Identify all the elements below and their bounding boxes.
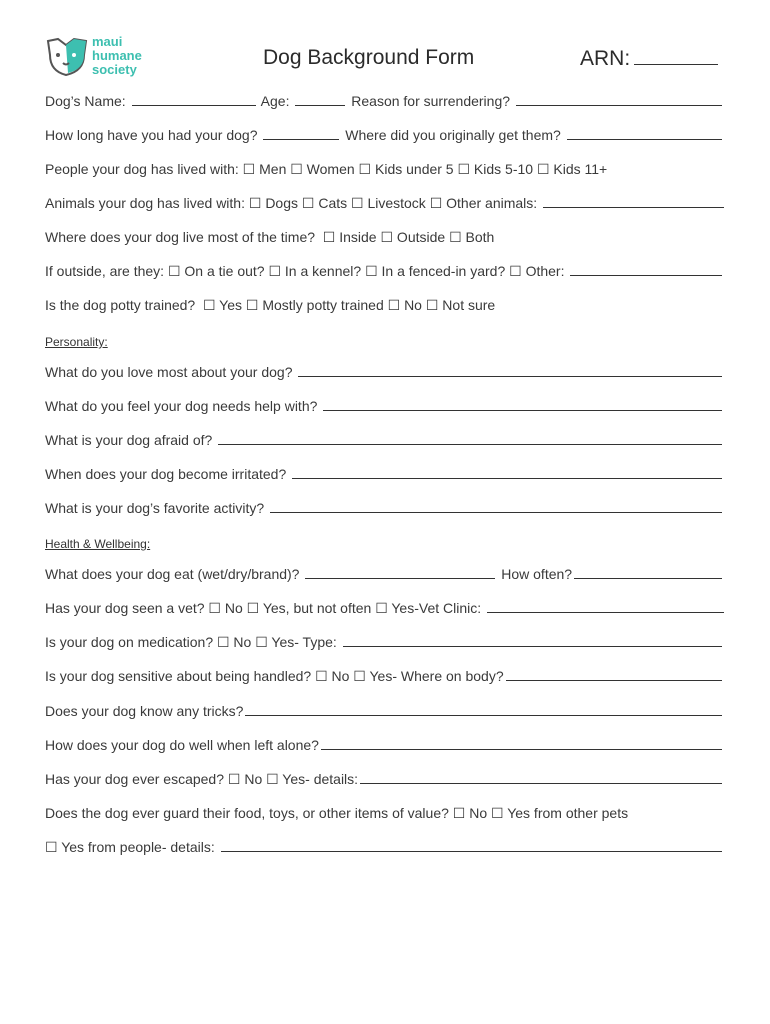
- age-blank[interactable]: [295, 93, 345, 106]
- medication-line[interactable]: Is your dog on medication? ☐ No ☐ Yes- Type:: [45, 634, 724, 654]
- diet-line: What does your dog eat (wet/dry/brand)? How often?: [45, 566, 724, 586]
- medication-blank[interactable]: [343, 634, 722, 647]
- afraid-of-blank[interactable]: [218, 432, 722, 445]
- how-long-line: How long have you had your dog? Where did you originally get them?: [45, 127, 724, 147]
- escaped-blank[interactable]: [360, 771, 722, 784]
- where-lives-line[interactable]: Where does your dog live most of the time? ☐ Inside ☐ Outside ☐ Both: [45, 229, 495, 245]
- guarding-people-line[interactable]: ☐ Yes from people- details:: [45, 839, 724, 859]
- how-long-blank[interactable]: [263, 127, 339, 140]
- animals-lived-with-line[interactable]: Animals your dog has lived with: ☐ Dogs ☐ Cats ☐ Livestock ☐ Other animals:: [45, 195, 726, 215]
- people-lived-with-line[interactable]: People your dog has lived with: ☐ Men ☐ Women ☐ Kids under 5 ☐ Kids 5-10 ☐ Kids 11+: [45, 161, 608, 177]
- potty-trained-line[interactable]: Is the dog potty trained? ☐ Yes ☐ Mostly potty trained ☐ No ☐ Not sure: [45, 297, 496, 313]
- how-often-blank[interactable]: [574, 566, 722, 579]
- origin-blank[interactable]: [567, 127, 722, 140]
- afraid-of-line: What is your dog afraid of?: [45, 432, 724, 452]
- arn-label: ARN:: [580, 47, 631, 70]
- handled-blank[interactable]: [506, 668, 722, 681]
- tricks-line: Does your dog know any tricks?: [45, 703, 724, 723]
- org-name: maui humane society: [92, 34, 142, 77]
- org-logo: [44, 35, 164, 81]
- tricks-blank[interactable]: [245, 703, 722, 716]
- escaped-line[interactable]: Has your dog ever escaped? ☐ No ☐ Yes- details:: [45, 771, 724, 791]
- guarding-details-blank[interactable]: [221, 839, 722, 852]
- needs-help-blank[interactable]: [323, 398, 722, 411]
- favorite-activity-line: What is your dog’s favorite activity?: [45, 500, 724, 520]
- other-outside-blank[interactable]: [570, 263, 722, 276]
- reason-blank[interactable]: [516, 93, 722, 106]
- irritated-line: When does your dog become irritated?: [45, 466, 724, 486]
- dog-cat-logo-icon: [44, 35, 90, 79]
- guarding-line[interactable]: Does the dog ever guard their food, toys, or other items of value? ☐ No ☐ Yes from other pets: [45, 805, 629, 821]
- personality-heading: Personality:: [45, 335, 108, 349]
- other-animals-blank[interactable]: [543, 195, 724, 208]
- needs-help-line: What do you feel your dog needs help with?: [45, 398, 724, 418]
- health-heading: Health & Wellbeing:: [45, 537, 151, 551]
- diet-blank[interactable]: [305, 566, 495, 579]
- left-alone-line: How does your dog do well when left alone?: [45, 737, 724, 757]
- dogs-name-line: Dog’s Name: Age: Reason for surrendering?: [45, 93, 724, 113]
- irritated-blank[interactable]: [292, 466, 722, 479]
- arn-blank[interactable]: [634, 46, 718, 65]
- left-alone-blank[interactable]: [321, 737, 722, 750]
- vet-clinic-blank[interactable]: [487, 600, 724, 613]
- dogs-name-blank[interactable]: [132, 93, 256, 106]
- love-most-line: What do you love most about your dog?: [45, 364, 724, 384]
- favorite-activity-blank[interactable]: [270, 500, 722, 513]
- form-title: Dog Background Form: [263, 46, 475, 69]
- vet-line[interactable]: Has your dog seen a vet? ☐ No ☐ Yes, but not often ☐ Yes-Vet Clinic:: [45, 600, 726, 620]
- love-most-blank[interactable]: [298, 364, 722, 377]
- handled-line[interactable]: Is your dog sensitive about being handled? ☐ No ☐ Yes- Where on body?: [45, 668, 724, 688]
- arn-field: [580, 46, 718, 71]
- if-outside-line[interactable]: If outside, are they: ☐ On a tie out? ☐ In a kennel? ☐ In a fenced-in yard? ☐ Other:: [45, 263, 724, 283]
